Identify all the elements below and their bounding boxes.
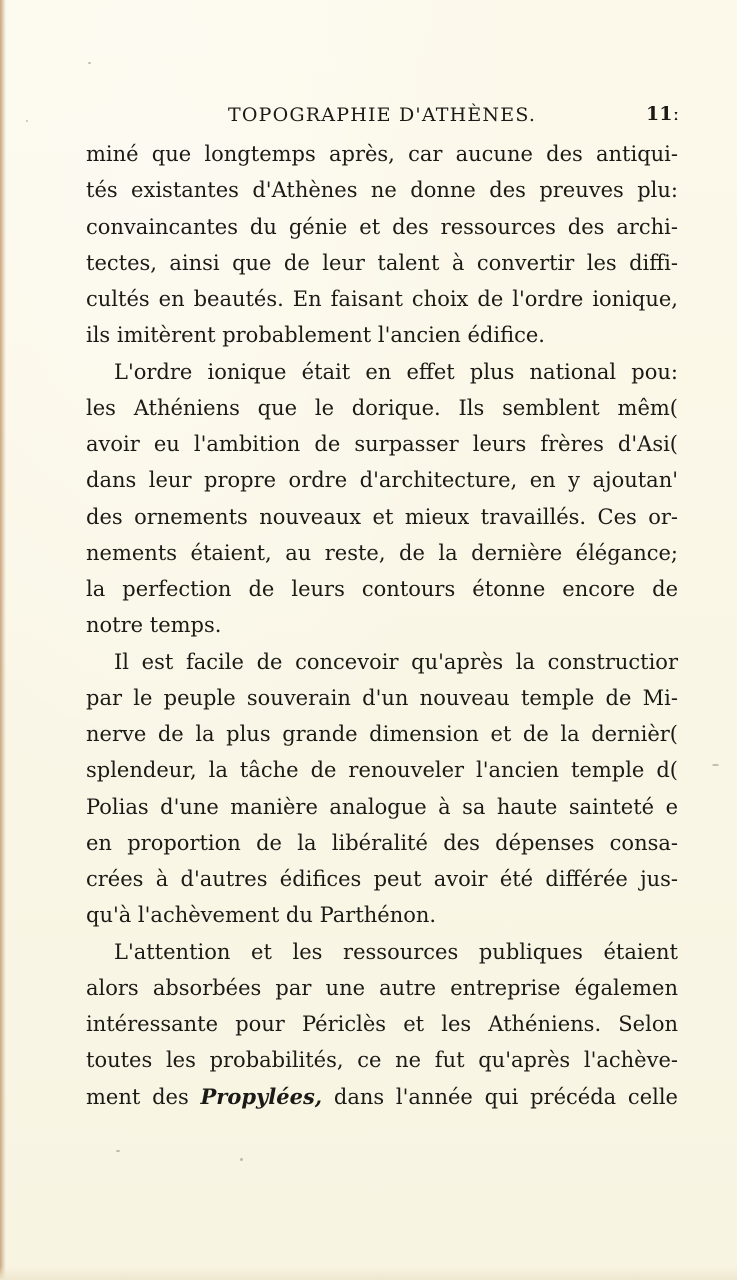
paper-speck [240,1158,243,1161]
text-line: les Athéniens que le dorique. Ils semblent mêm( [86,395,678,420]
paper-speck [88,62,91,64]
text-line: alors absorbées par une autre entreprise égalemen [86,975,678,1000]
text-line: la perfection de leurs contours étonne encore de [86,577,678,601]
text-line: tectes, ainsi que de leur talent à convertir les diffi- [86,250,678,275]
text-line: Polias d'une manière analogue à sa haute sainteté e [86,794,678,819]
text-line: notre temps. [86,613,222,638]
text-line: miné que longtemps après, car aucune des antiqui- [86,142,678,166]
text-line: tés existantes d'Athènes ne donne des preuves plu: [86,178,678,203]
text-fragment: dans l'année qui précéda celle [322,1084,678,1109]
paragraph-start-line: L'ordre ionique était en effet plus national pou: [114,359,678,384]
text-line: en proportion de la libéralité des dépenses consa- [86,830,678,855]
text-line: ils imitèrent probablement l'ancien édifice. [86,323,545,348]
paragraph-start-line: Il est facile de concevoir qu'après la constructior [114,649,678,674]
text-line: qu'à l'achèvement du Parthénon. [86,903,437,928]
paragraph-start-line: L'attention et les ressources publiques étaient [114,939,678,964]
text-line: avoir eu l'ambition de surpasser leurs frères d'Asi( [86,432,678,456]
text-line: nements étaient, au reste, de la dernière élégance; [86,540,678,565]
text-line-with-italic-title [86,1079,678,1115]
italic-title-propylees: Propylées, [200,1083,323,1109]
text-line: par le peuple souverain d'un nouveau temple de Mi- [86,685,678,710]
body-text [86,136,678,1115]
text-line: nerve de la plus grande dimension et de la dernièr( [86,722,678,746]
paper-speck [712,764,719,766]
text-line: convaincantes du génie et des ressources des archi- [86,214,678,239]
paper-speck [116,1150,120,1152]
text-line: cultés en beautés. En faisant choix de l'ordre ionique, [86,287,678,311]
text-fragment: ment des [86,1084,201,1109]
page-left-edge [0,0,6,1280]
text-line: splendeur, la tâche de renouveler l'ancien temple d( [86,758,678,783]
page-number: 11ː [646,103,680,125]
text-line: crées à d'autres édifices peut avoir été différée jus- [86,867,678,891]
text-line: dans leur propre ordre d'architecture, en y ajoutan' [86,468,678,493]
text-line: des ornements nouveaux et mieux travaillés. Ces or- [86,504,678,529]
text-line: intéressante pour Périclès et les Athéniens. Selon [86,1012,678,1036]
text-line: toutes les probabilités, ce ne fut qu'après l'achève- [86,1048,678,1073]
paper-speck [26,120,28,122]
page-bottom-edge [0,1266,737,1280]
running-head-title: TOPOGRAPHIE D'ATHÈNES. [228,104,537,126]
